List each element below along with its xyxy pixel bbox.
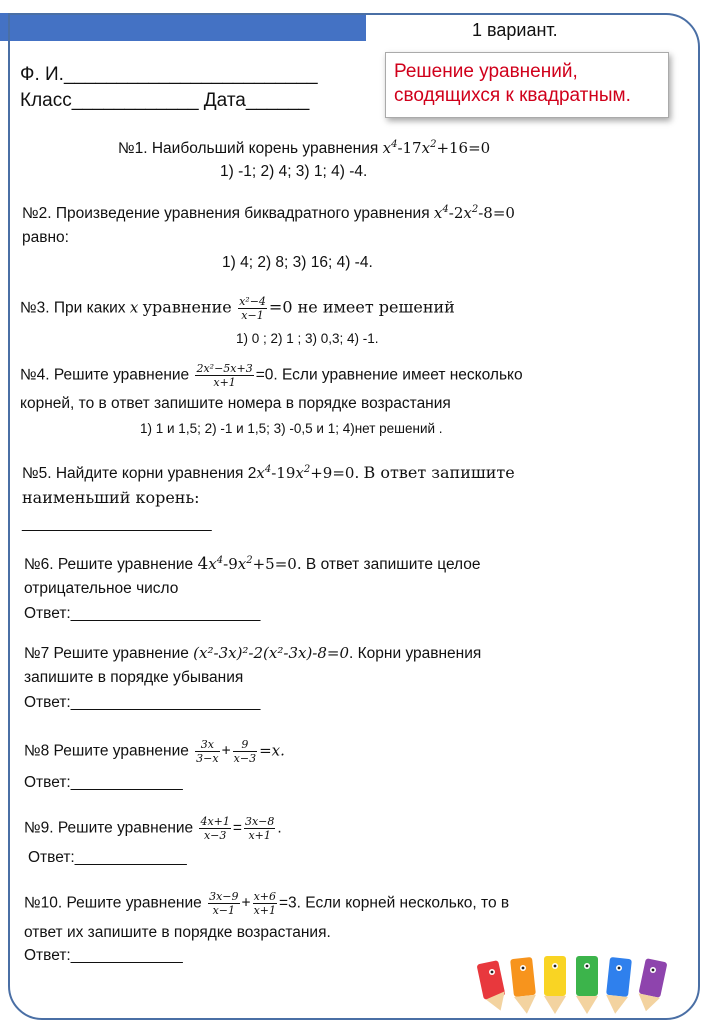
task-5-question: №5. Найдите корни уравнения $2x^4-19x^2+9=0$. В ответ запишите [22,463,515,482]
task-1-question: №1. Наибольший корень уравнения $x^4-17x^2+16=0$ [118,139,491,157]
task-4-question: №4. Решите уравнение $\frac{\text{2x²−5x+3}}{x+1}$ =0. Если уравнение имеет несколько [20,362,523,389]
task-9-question: №9. Решите уравнение $\frac{4x+1}{x-3}$ = $\frac{3x-8}{x+1}$ . [24,815,282,842]
task-8-fraction-1: $\frac{3x}{3-x}$ [196,738,219,765]
task-4-fraction: $\frac{\text{2x²−5x+3}}{x+1}$ [196,362,253,389]
task-10-answer: Ответ:_____________ [24,947,183,964]
pencils-illustration [472,950,696,1016]
task-5-answer-line: ______________________ [22,515,212,532]
topic-line-2: сводящихся к квадратным. [394,85,631,106]
task-8-question: №8 Решите уравнение $\frac{3x}{3-x}$ + $\frac{9}{x-3}$ =x. [24,738,285,765]
task-1-options: 1) -1; 2) 4; 3) 1; 4) -4. [220,163,368,180]
task-6-question-cont: отрицательное число [24,580,179,597]
task-7-question-cont: запишите в порядке убывания [24,669,244,686]
task-4-options: 1) 1 и 1,5; 2) -1 и 1,5; 3) -0,5 и 1; 4)нет решений . [140,421,443,436]
task-3-options: 1) 0 ; 2) 1 ; 3) 0,3; 4) -1. [236,331,379,346]
task-2-question: №2. Произведение уравнения биквадратного уравнения $x^4-2x^2-8=0$ [22,204,515,222]
topic-box [385,52,669,118]
task-4-question-cont: корней, то в ответ запишите номера в порядке возрастания [20,395,451,412]
task-10-question: №10. Решите уравнение $\frac{3x-9}{x-1}$ + $\frac{x+6}{x+1}$ =3. Если корней несколько, то в [24,890,510,917]
task-7-answer: Ответ:______________________ [24,694,261,711]
task-2-equation: $x^4-2x^2-8=0$ [433,204,515,222]
task-6-question: №6. Решите уравнение $4x^4-9x^2+5=0$. В ответ запишите целое [24,554,481,574]
task-7-equation: (x²-3x)²-2(x²-3x)-8=0 [193,644,350,662]
task-6-equation: $4x^4-9x^2+5=0$. [197,554,302,574]
pencil-purple-icon [635,958,667,1013]
task-5-question-cont: наименьший корень: [22,488,200,507]
pencil-red-icon [476,960,508,1013]
student-info [20,62,318,114]
task-10-fraction-1: $\frac{3x-9}{x-1}$ [209,890,239,917]
class-date-line: Класс____________ Дата______ [20,90,310,111]
task-3-fraction: $\frac{\text{x²−4}}{x-1}$ [239,295,266,322]
task-3-question: №3. При каких x уравнение $\frac{\text{x²−4}}{x-1}$ =0 не имеет решений [20,295,455,322]
name-line: Ф. И.________________________ [20,64,318,85]
task-2-options: 1) 4; 2) 8; 3) 16; 4) -4. [222,254,373,271]
task-2-question-cont: равно: [22,229,69,246]
task-6-answer: Ответ:______________________ [24,605,261,622]
task-9-answer: Ответ:_____________ [28,849,187,866]
topic-line-1: Решение уравнений, [394,61,578,82]
task-7-question: №7 Решите уравнение (x²-3x)²-2(x²-3x)-8=0. Корни уравнения [24,644,482,662]
task-10-fraction-2: $\frac{x+6}{x+1}$ [253,890,276,917]
variant-label: 1 вариант. [472,20,558,40]
task-8-fraction-2: $\frac{9}{x-3}$ [233,738,257,765]
task-9-fraction-1: $\frac{4x+1}{x-3}$ [200,815,230,842]
task-5-equation: $x^4-19x^2+9=0$. [256,464,360,482]
task-9-fraction-2: $\frac{3x-8}{x+1}$ [244,815,275,842]
task-1-equation: $x^4-17x^2+16=0$ [382,139,491,157]
task-10-question-cont: ответ их запишите в порядке возрастания. [24,924,331,941]
task-8-answer: Ответ:_____________ [24,774,183,791]
